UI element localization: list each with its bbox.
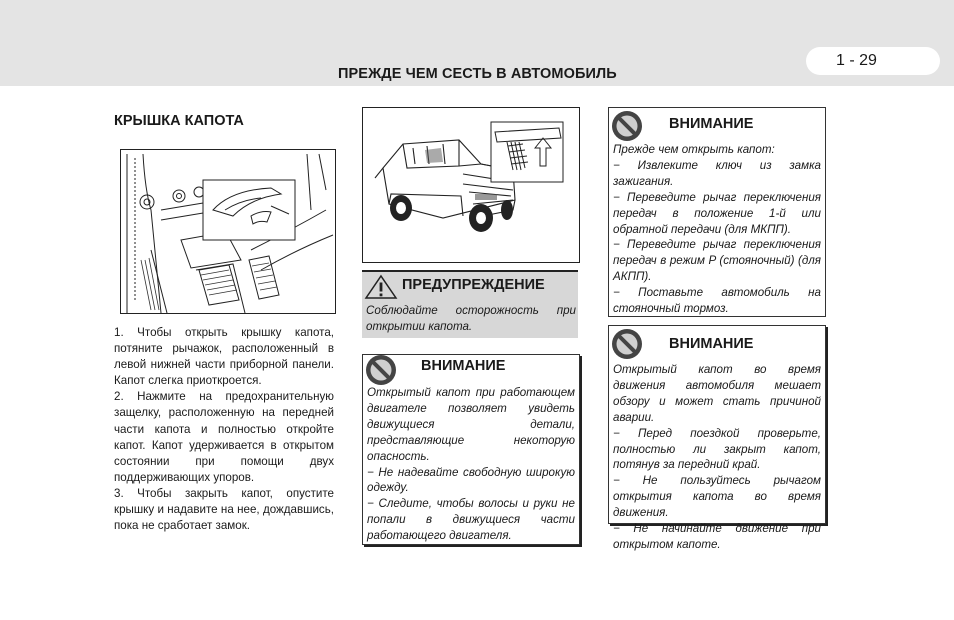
caution-line: Открытый капот во время движения автомобиля мешает обзору и может стать причиной аварии. (613, 363, 821, 424)
warning-triangle-icon (364, 274, 398, 300)
caution-line: − Следите, чтобы волосы и руки не попали в движущиеся части работающего двигателя. (367, 497, 575, 543)
caution-line: Прежде чем открыть капот: (613, 143, 775, 156)
prohibition-icon (610, 109, 644, 143)
paragraph-step-1: 1. Чтобы открыть крышку капота, потяните рычажок, расположенный в левой нижней части приборной панели. Капот слегка приоткроется. (114, 326, 334, 388)
caution-title: ВНИМАНИЕ (669, 116, 754, 132)
page-header-title: ПРЕЖДЕ ЧЕМ СЕСТЬ В АВТОМОБИЛЬ (338, 66, 617, 82)
warning-title: ПРЕДУПРЕЖДЕНИЕ (402, 277, 545, 293)
prohibition-icon (364, 353, 398, 387)
caution-line: − Не начинайте движение при открытом капоте. (613, 522, 821, 551)
suv-hood-drawing (363, 108, 579, 262)
caution-line: − Извлеките ключ из замка зажигания. (613, 158, 821, 188)
hood-latch-illustration (362, 107, 580, 263)
page-number: 1 - 29 (806, 47, 940, 75)
caution-line: − Не пользуйтесь рычагом открытия капота во время движения. (613, 474, 821, 520)
paragraph-step-3: 3. Чтобы закрыть капот, опустите крышку и надавите на нее, дождавшись, пока не сработает замок. (114, 486, 334, 533)
caution-box-engine (362, 354, 580, 545)
caution-text (613, 142, 821, 317)
caution-line: − Поставьте автомобиль на стояночный тормоз. (613, 286, 821, 316)
caution-line: Открытый капот при работающем двигателе позволяет увидеть движущиеся детали, представляющие некоторую опасность. (367, 386, 575, 463)
paragraph-step-2: 2. Нажмите на предохранительную защелку, расположенную на передней части капота и полностью откройте капот. Капот удерживается в открытом состоянии при помощи двух поддерживающих упоров. (114, 390, 334, 484)
dashboard-lever-drawing (121, 150, 335, 313)
hood-release-lever-illustration (120, 149, 336, 314)
caution-text (613, 362, 821, 553)
caution-line: − Переведите рычаг переключения передач в режим P (стояночный) (для АКПП). (613, 238, 821, 284)
caution-title: ВНИМАНИЕ (669, 336, 754, 352)
section-title: КРЫШКА КАПОТА (114, 113, 244, 129)
section-body (114, 325, 334, 534)
caution-line: − Переведите рычаг переключения передач в положение 1-й или обратной передачи (для МКПП). (613, 190, 821, 236)
warning-box (362, 270, 578, 338)
warning-divider (362, 270, 578, 272)
caution-line: − Перед поездкой проверьте, полностью ли закрыт капот, потянув за передний край. (613, 426, 821, 472)
prohibition-icon (610, 327, 644, 361)
caution-box-driving (608, 325, 826, 551)
caution-box-before-opening (608, 107, 826, 317)
caution-text (367, 385, 575, 544)
caution-line: − Не надевайте свободную широкую одежду. (367, 465, 575, 495)
warning-text: Соблюдайте осторожность при открытии капота. (366, 304, 576, 333)
caution-title: ВНИМАНИЕ (421, 358, 506, 374)
